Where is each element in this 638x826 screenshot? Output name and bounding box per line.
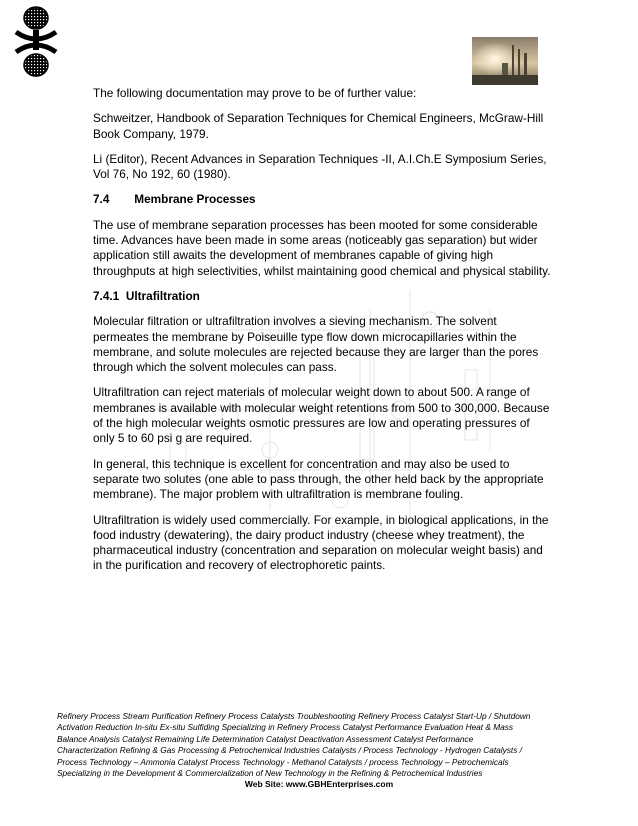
ultrafiltration-paragraph-2: Ultrafiltration can reject materials of molecular weight down to about 500. A range of membranes is available with molecular weight retentions from 500 to 300,000. Because of the high molecular weights osmotic pressures are low and operating pressures of only 5 to 60 psi g are required.	[93, 385, 550, 446]
ultrafiltration-paragraph-4: Ultrafiltration is widely used commercially. For example, in biological applications, in the food industry (dewatering), the dairy product industry (cheese whey treatment), the pharmaceutical industry (concentration and separation on molecular weight basis) and in the purification and recovery of electrophoretic paints.	[93, 512, 549, 573]
section-title: Membrane Processes	[134, 192, 256, 207]
footer-keywords	[57, 711, 587, 779]
document-body	[93, 86, 553, 584]
footer-line: Refinery Process Stream Purification Refinery Process Catalysts Troubleshooting Refinery Process Catalyst Start-Up / Shutdown	[57, 711, 531, 721]
ultrafiltration-paragraph-3: In general, this technique is excellent for concentration and may also be used to separate two solutes (one able to pass through, the other held back by the appropriate membrane). The major problem with ultrafiltration is membrane fouling.	[93, 456, 544, 502]
footer-line: Characterization Refining & Gas Processing & Petrochemical Industries Catalysts / Process Technology - Hydrogen Catalysts /	[57, 745, 522, 756]
membrane-paragraph: The use of membrane separation processes has been mooted for some considerable time. Advances have been made in some areas (noticeably gas separation) but wider application still awaits the development of membranes capable of giving high throughputs at high selectivities, whilst maintaining good chemical and physical stability.	[93, 217, 551, 278]
footer-line: Specializing in the Development & Commercialization of New Technology in the Refining & Petrochemical Industries	[57, 768, 483, 779]
section-heading-7-4	[93, 192, 553, 207]
footer-line: Process Technology – Ammonia Catalyst Process Technology - Methanol Catalysts / process Technology – Petrochemicals	[57, 756, 509, 767]
reference-1: Schweitzer, Handbook of Separation Techniques for Chemical Engineers, McGraw-Hill Book Company, 1979.	[93, 111, 544, 141]
company-logo-icon	[12, 6, 60, 78]
footer-line: Balance Analysis Catalyst Remaining Life Determination Catalyst Deactivation Assessment Catalyst Performance	[57, 733, 474, 744]
footer-line: Activation Reduction In-situ Ex-situ Sulfiding Specializing in Refinery Process Catalyst Performance Evaluation Heat & Mass	[57, 722, 514, 733]
refinery-photo	[472, 37, 538, 85]
section-title: Ultrafiltration	[125, 288, 200, 303]
section-heading-7-4-1	[93, 289, 553, 304]
reference-2: Li (Editor), Recent Advances in Separation Techniques -II, A.I.Ch.E Symposium Series, Vol 76, No 192, 60 (1980).	[93, 151, 547, 182]
intro-text: The following documentation may prove to be of further value:	[93, 86, 417, 100]
section-number: 7.4.1	[93, 288, 120, 303]
section-number: 7.4	[93, 192, 110, 207]
ultrafiltration-paragraph-1: Molecular filtration or ultrafiltration involves a sieving mechanism. The solvent permeates the membrane by Poiseuille type flow down microcapillaries within the membrane, and solute molecules are rejected because they are larger than the pores through which the solvent molecules can pass.	[93, 314, 539, 375]
website-link[interactable]: Web Site: www.GBHEnterprises.com	[244, 779, 394, 789]
